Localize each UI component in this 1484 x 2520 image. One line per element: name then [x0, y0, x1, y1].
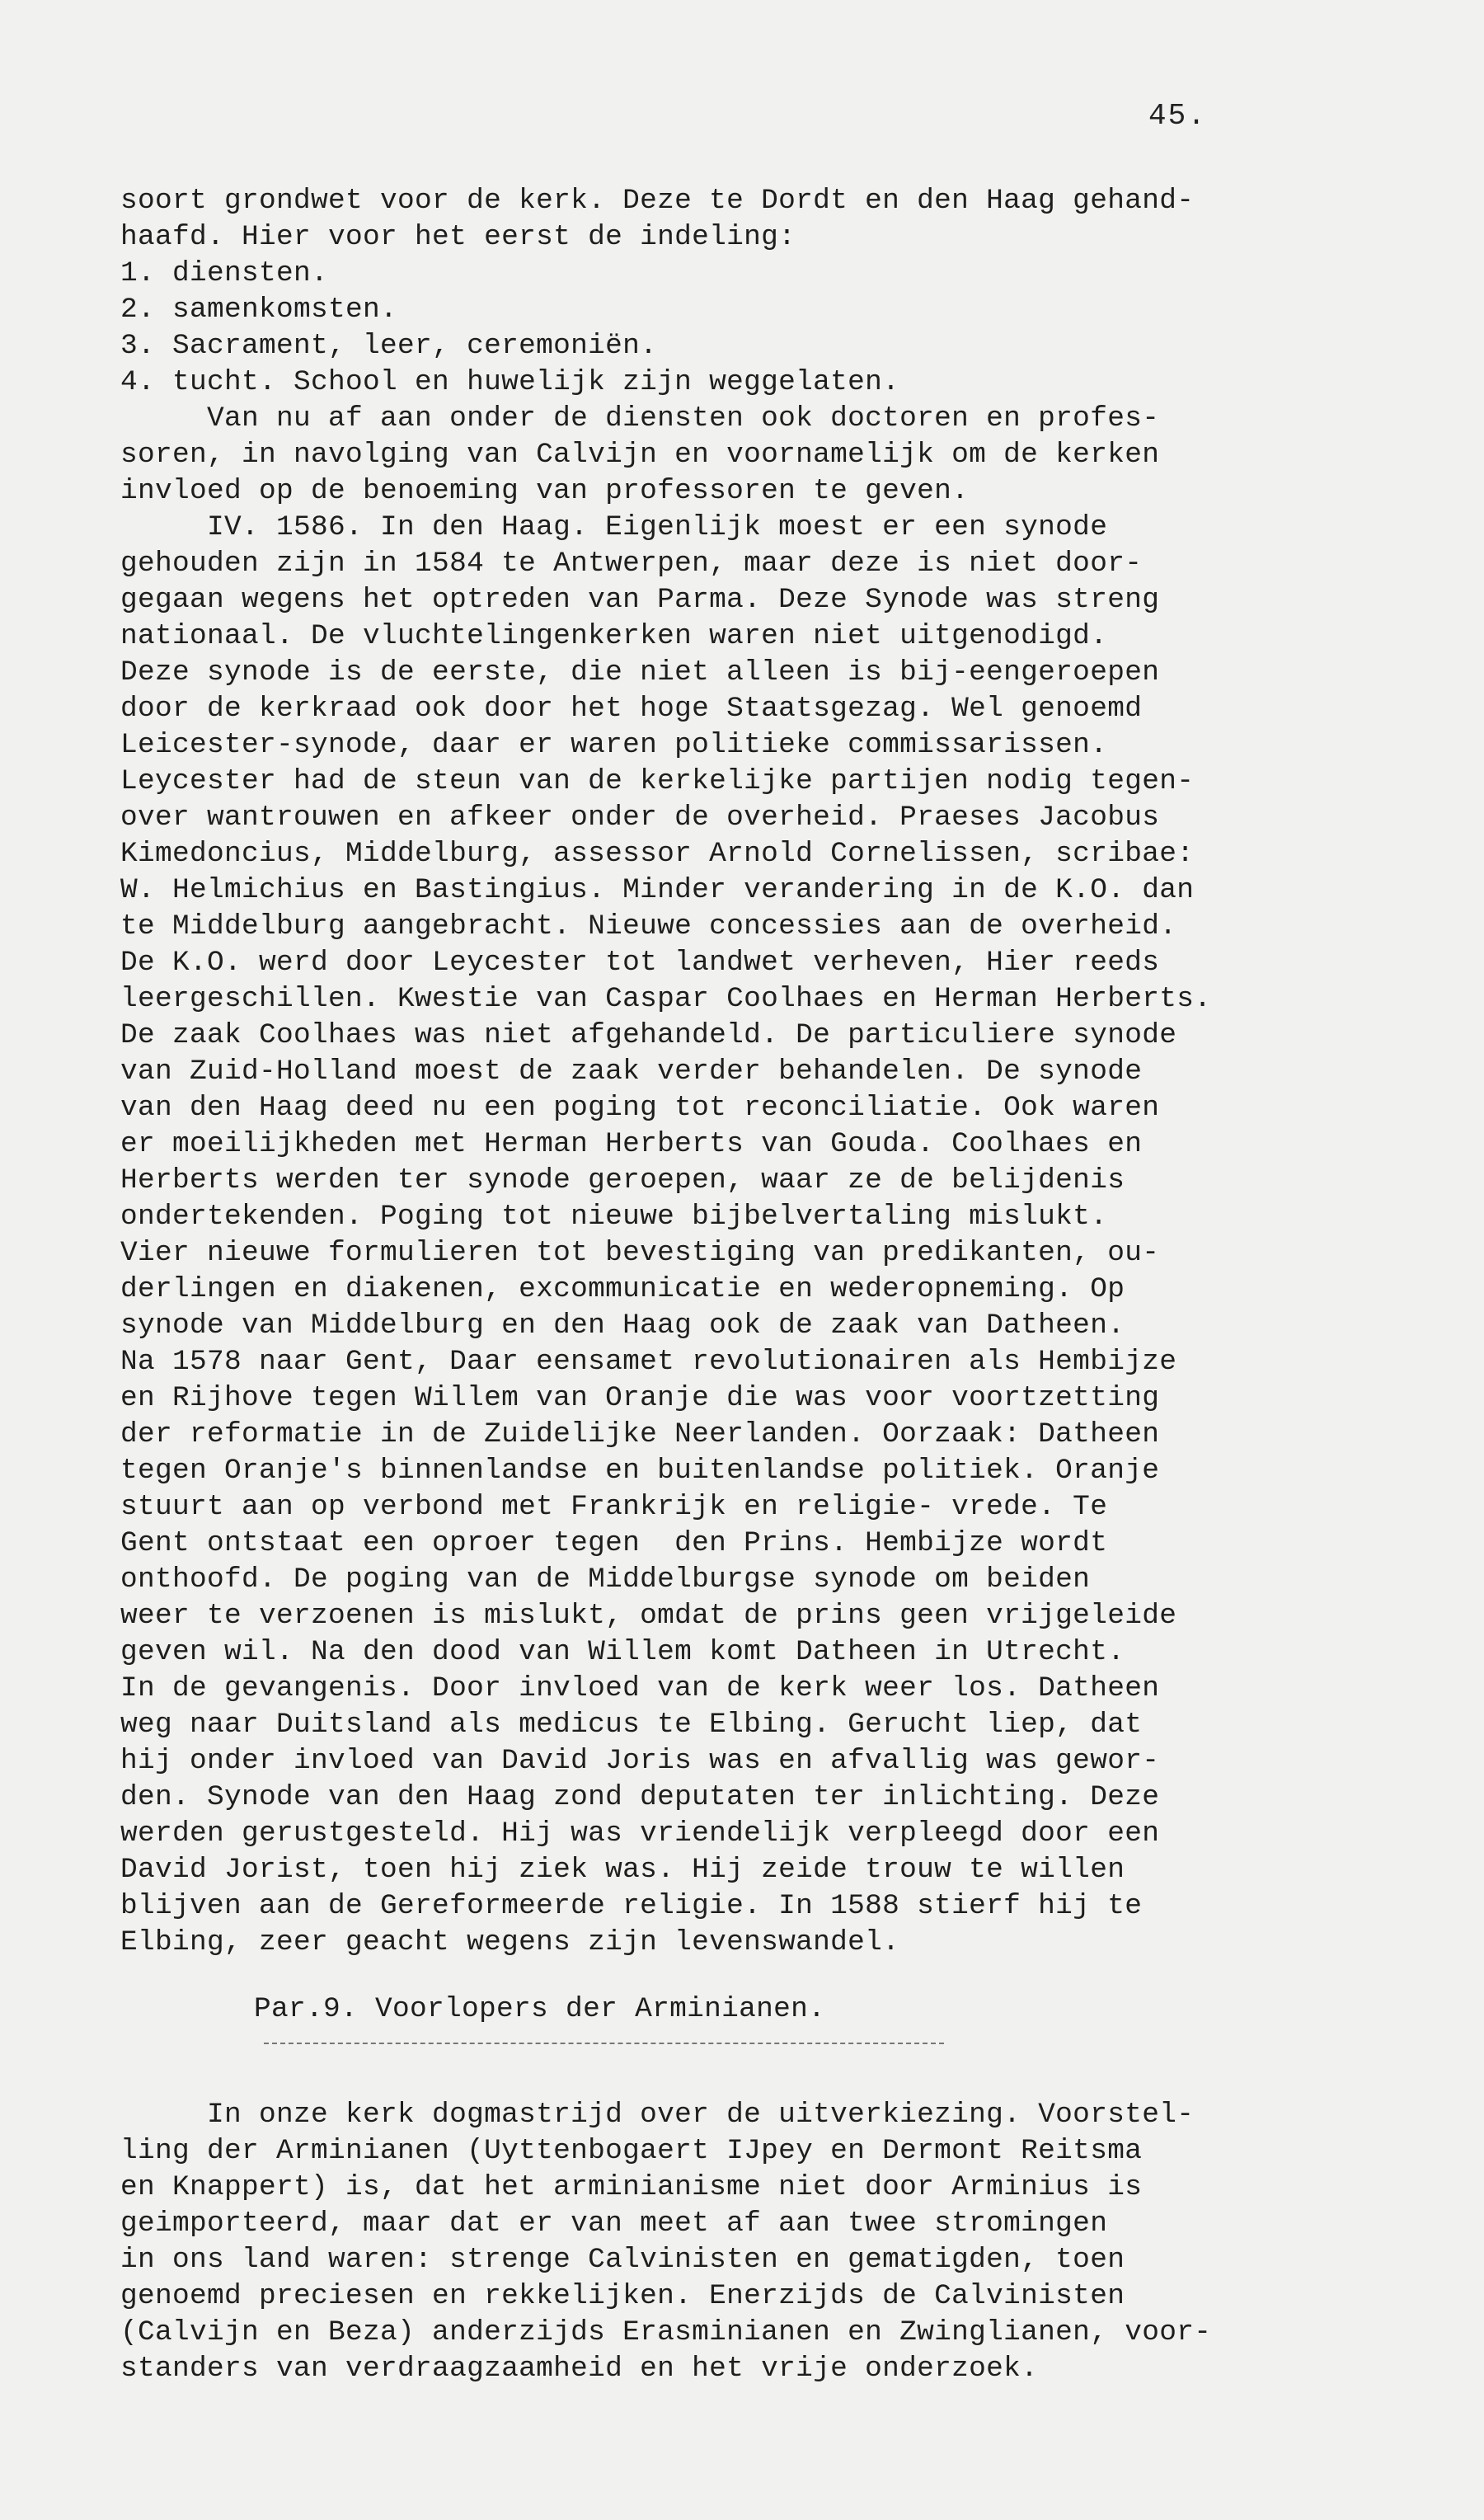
text-line: Van nu af aan onder de diensten ook doctoren en profes-	[120, 402, 1160, 435]
text-line: gehouden zijn in 1584 te Antwerpen, maar deze is niet door-	[120, 548, 1143, 580]
text-line: Gent ontstaat een oproer tegen den Prins. Hembijze wordt	[120, 1527, 1108, 1559]
text-line: David Jorist, toen hij ziek was. Hij zeide trouw te willen	[120, 1854, 1125, 1886]
text-line: invloed op de benoeming van professoren te geven.	[120, 475, 970, 507]
text-line: leergeschillen. Kwestie van Caspar Coolhaes en Herman Herberts.	[120, 983, 1212, 1015]
text-line: 3. Sacrament, leer, ceremoniën.	[120, 330, 658, 362]
text-line: W. Helmichius en Bastingius. Minder verandering in de K.O. dan	[120, 874, 1195, 906]
text-line: van Zuid-Holland moest de zaak verder behandelen. De synode	[120, 1055, 1143, 1088]
text-line: (Calvijn en Beza) anderzijds Erasminianen en Zwinglianen, voor-	[120, 2316, 1212, 2348]
text-line: In onze kerk dogmastrijd over de uitverkiezing. Voorstel-	[120, 2099, 1195, 2131]
text-line: ondertekenden. Poging tot nieuwe bijbelvertaling mislukt.	[120, 1201, 1108, 1233]
heading-underline	[264, 2043, 944, 2044]
text-line: gegaan wegens het optreden van Parma. Deze Synode was streng	[120, 584, 1160, 616]
text-line: soren, in navolging van Calvijn en voornamelijk om de kerken	[120, 439, 1160, 471]
text-line: Elbing, zeer geacht wegens zijn levenswandel.	[120, 1926, 900, 1958]
text-line: onthoofd. De poging van de Middelburgse synode om beiden	[120, 1563, 1091, 1596]
text-line: Leycester had de steun van de kerkelijke partijen nodig tegen-	[120, 765, 1195, 797]
text-line: weer te verzoenen is mislukt, omdat de prins geen vrijgeleide	[120, 1600, 1177, 1632]
text-line: Deze synode is de eerste, die niet alleen is bij-eengeroepen	[120, 656, 1160, 689]
text-line: werden gerustgesteld. Hij was vriendelijk verpleegd door een	[120, 1817, 1160, 1850]
text-line: over wantrouwen en afkeer onder de overheid. Praeses Jacobus	[120, 802, 1160, 834]
text-line: 1. diensten.	[120, 257, 329, 289]
text-line: stuurt aan op verbond met Frankrijk en religie- vrede. Te	[120, 1491, 1108, 1523]
text-line: tegen Oranje's binnenlandse en buitenlandse politiek. Oranje	[120, 1455, 1160, 1487]
text-line: geimporteerd, maar dat er van meet af aan twee stromingen	[120, 2207, 1108, 2240]
text-line: Kimedoncius, Middelburg, assessor Arnold Cornelissen, scribae:	[120, 838, 1195, 870]
text-line: ling der Arminianen (Uyttenbogaert IJpey en Dermont Reitsma	[120, 2135, 1143, 2167]
text-line: weg naar Duitsland als medicus te Elbing. Gerucht liep, dat	[120, 1709, 1143, 1741]
text-line: geven wil. Na den dood van Willem komt Datheen in Utrecht.	[120, 1636, 1125, 1668]
text-line: Leicester-synode, daar er waren politieke commissarissen.	[120, 729, 1108, 761]
text-line: Na 1578 naar Gent, Daar eensamet revolutionairen als Hembijze	[120, 1346, 1177, 1378]
text-line: van den Haag deed nu een poging tot reconciliatie. Ook waren	[120, 1092, 1160, 1124]
text-line: standers van verdraagzaamheid en het vrije onderzoek.	[120, 2353, 1039, 2385]
text-line: In de gevangenis. Door invloed van de kerk weer los. Datheen	[120, 1672, 1160, 1704]
page-number: 45.	[1148, 99, 1207, 133]
body-text-section-2	[120, 2097, 1439, 2387]
text-line: haafd. Hier voor het eerst de indeling:	[120, 221, 796, 253]
text-line: 2. samenkomsten.	[120, 294, 398, 326]
text-line: hij onder invloed van David Joris was en afvallig was gewor-	[120, 1745, 1160, 1777]
text-line: Vier nieuwe formulieren tot bevestiging van predikanten, ou-	[120, 1237, 1160, 1269]
text-line: De zaak Coolhaes was niet afgehandeld. De particuliere synode	[120, 1019, 1177, 1051]
text-line: blijven aan de Gereformeerde religie. In 1588 stierf hij te	[120, 1890, 1143, 1922]
text-line: der reformatie in de Zuidelijke Neerlanden. Oorzaak: Datheen	[120, 1418, 1160, 1450]
text-line: derlingen en diakenen, excommunicatie en wederopneming. Op	[120, 1273, 1125, 1305]
text-line: te Middelburg aangebracht. Nieuwe concessies aan de overheid.	[120, 910, 1177, 943]
text-line: Herberts werden ter synode geroepen, waar ze de belijdenis	[120, 1164, 1125, 1197]
section-heading: Par.9. Voorlopers der Arminianen.	[254, 1993, 826, 2025]
text-line: in ons land waren: strenge Calvinisten en gematigden, toen	[120, 2244, 1125, 2276]
body-text-section-1	[120, 183, 1439, 1961]
text-line: door de kerkraad ook door het hoge Staatsgezag. Wel genoemd	[120, 693, 1143, 725]
text-line: den. Synode van den Haag zond deputaten ter inlichting. Deze	[120, 1781, 1160, 1813]
text-line: en Rijhove tegen Willem van Oranje die was voor voortzetting	[120, 1382, 1160, 1414]
text-line: nationaal. De vluchtelingenkerken waren niet uitgenodigd.	[120, 620, 1108, 652]
text-line: IV. 1586. In den Haag. Eigenlijk moest er een synode	[120, 511, 1108, 543]
text-line: De K.O. werd door Leycester tot landwet verheven, Hier reeds	[120, 947, 1160, 979]
text-line: en Knappert) is, dat het arminianisme niet door Arminius is	[120, 2171, 1143, 2203]
text-line: 4. tucht. School en huwelijk zijn weggelaten.	[120, 366, 900, 398]
text-line: synode van Middelburg en den Haag ook de zaak van Datheen.	[120, 1309, 1125, 1342]
text-line: genoemd preciesen en rekkelijken. Enerzijds de Calvinisten	[120, 2280, 1125, 2312]
text-line: soort grondwet voor de kerk. Deze te Dordt en den Haag gehand-	[120, 185, 1195, 217]
text-line: er moeilijkheden met Herman Herberts van Gouda. Coolhaes en	[120, 1128, 1143, 1160]
